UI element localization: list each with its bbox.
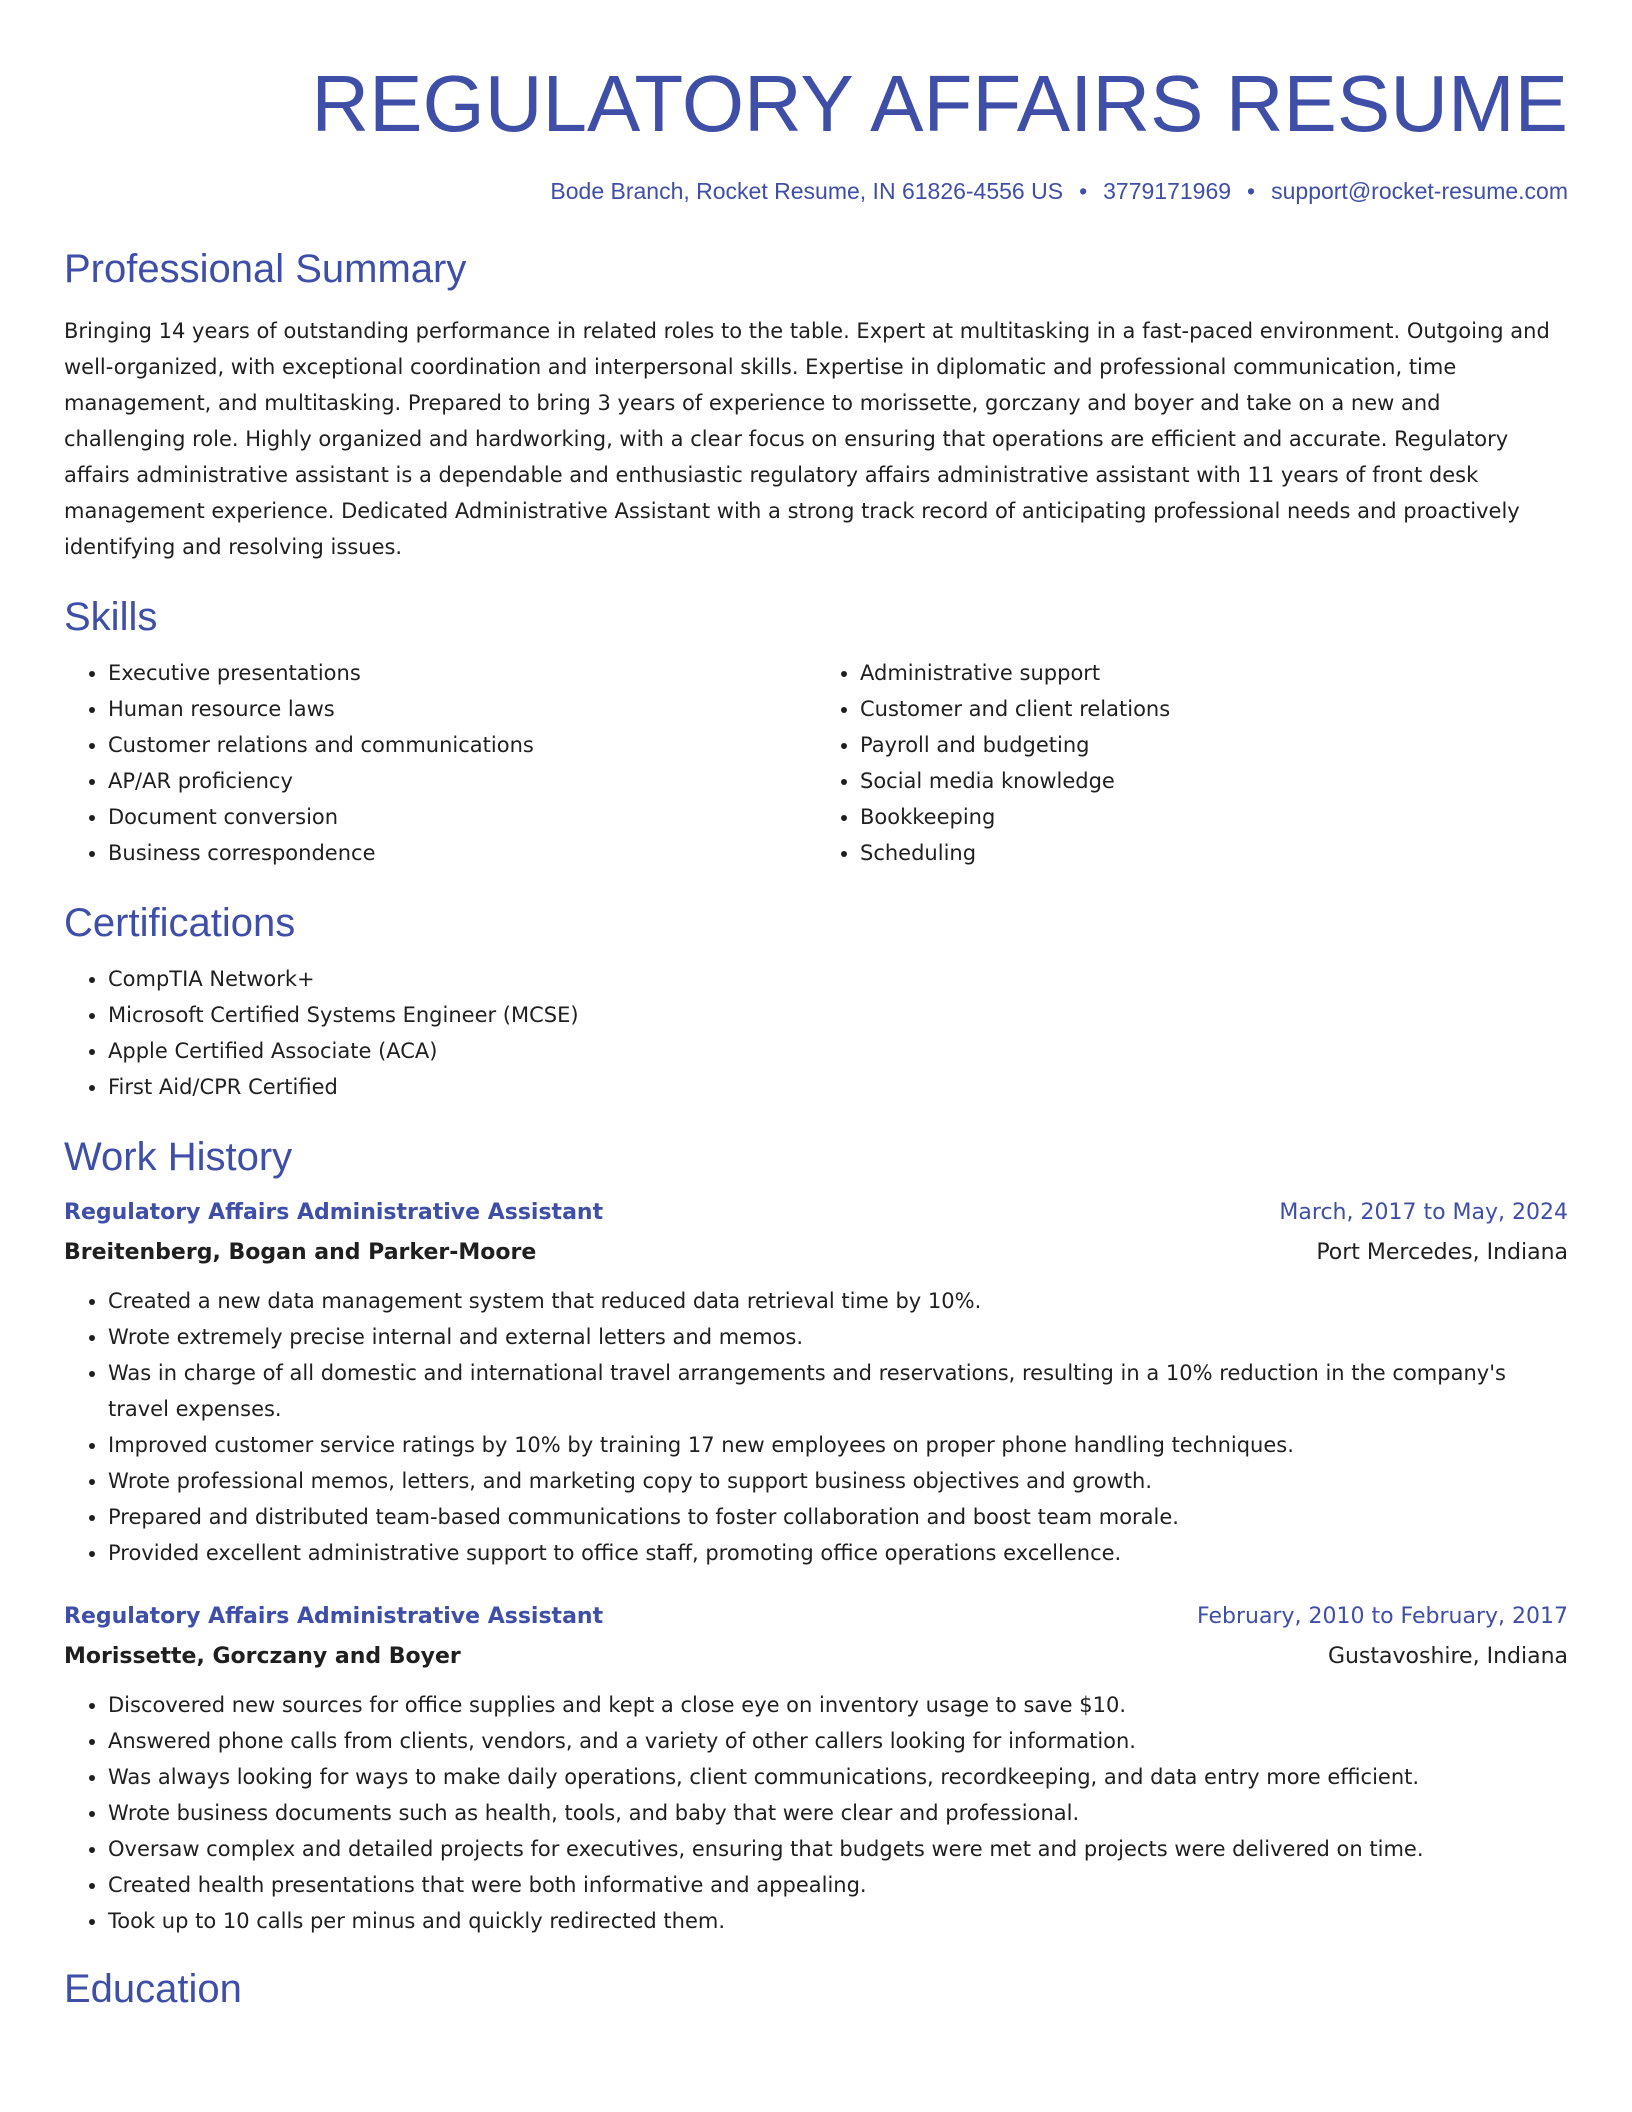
list-item: • Bookkeeping	[860, 799, 1568, 835]
list-item: • Customer and client relations	[860, 691, 1568, 727]
list-item: • Human resource laws	[108, 691, 816, 727]
job-title: Regulatory Affairs Administrative Assistant	[64, 1200, 604, 1225]
job-dates: February, 2010 to February, 2017	[1197, 1604, 1568, 1629]
education-heading: Education	[64, 1967, 242, 2011]
summary-section	[64, 245, 1568, 565]
contact-phone: 3779171969	[1103, 178, 1232, 204]
job-company-row	[64, 1637, 1568, 1677]
education-section	[64, 1965, 1568, 2013]
list-item: • Took up to 10 calls per minus and quickly redirected them.	[108, 1903, 1568, 1939]
certifications-list	[64, 961, 1568, 1105]
list-item: • Was always looking for ways to make daily operations, client communications, recordkeeping, and data entry more efficient.	[108, 1759, 1568, 1795]
work-history-section	[64, 1133, 1568, 1939]
list-item: • Provided excellent administrative support to office staff, promoting office operations excellence.	[108, 1535, 1568, 1571]
summary-text: Bringing 14 years of outstanding performance in related roles to the table. Expert at multitasking in a fast-paced environment. Outgoing and well-organized, with exceptional coordination and interpersonal skills. Expertise in diplomatic and professional communication, time management, and multitasking. Prepared to bring 3 years of experience to morissette, gorczany and boyer and take on a new and challenging role. Highly organized and hardworking, with a clear focus on ensuring that operations are efficient and accurate. Regulatory affairs administrative assistant is a dependable and enthusiastic regulatory affairs administrative assistant with 11 years of front desk management experience. Dedicated Administrative Assistant with a strong track record of anticipating professional needs and proactively identifying and resolving issues.	[64, 319, 1550, 559]
job-bullets	[64, 1283, 1568, 1571]
list-item: • Scheduling	[860, 835, 1568, 871]
job-title: Regulatory Affairs Administrative Assistant	[64, 1604, 604, 1629]
list-item: • Payroll and budgeting	[860, 727, 1568, 763]
job-entry	[64, 1193, 1568, 1571]
list-item: • Social media knowledge	[860, 763, 1568, 799]
list-item: • Answered phone calls from clients, vendors, and a variety of other callers looking for information.	[108, 1723, 1568, 1759]
page-title: REGULATORY AFFAIRS RESUME	[311, 59, 1568, 148]
contact-separator: •	[1079, 178, 1088, 204]
list-item: • CompTIA Network+	[108, 961, 1568, 997]
work-history-heading: Work History	[64, 1135, 293, 1179]
list-item: • Executive presentations	[108, 655, 816, 691]
summary-heading: Professional Summary	[64, 247, 467, 291]
job-company: Morissette, Gorczany and Boyer	[64, 1644, 461, 1669]
list-item: • Wrote business documents such as health, tools, and baby that were clear and professional.	[108, 1795, 1568, 1831]
job-entry	[64, 1597, 1568, 1939]
contact-address: Bode Branch, Rocket Resume, IN 61826-4556 US	[550, 178, 1064, 204]
list-item: • Discovered new sources for office supplies and kept a close eye on inventory usage to save $10.	[108, 1687, 1568, 1723]
list-item: • Created health presentations that were both informative and appealing.	[108, 1867, 1568, 1903]
job-bullets	[64, 1687, 1568, 1939]
list-item: • Customer relations and communications	[108, 727, 816, 763]
job-company: Breitenberg, Bogan and Parker-Moore	[64, 1240, 537, 1265]
skills-section	[64, 593, 1568, 871]
list-item: • Improved customer service ratings by 10% by training 17 new employees on proper phone handling techniques.	[108, 1427, 1568, 1463]
job-location: Port Mercedes, Indiana	[1316, 1240, 1568, 1265]
job-header-row	[64, 1193, 1568, 1233]
list-item: • Business correspondence	[108, 835, 816, 871]
skills-heading: Skills	[64, 595, 158, 639]
list-item: • Wrote extremely precise internal and external letters and memos.	[108, 1319, 1568, 1355]
contact-separator: •	[1247, 178, 1256, 204]
job-location: Gustavoshire, Indiana	[1327, 1644, 1568, 1669]
list-item: • Created a new data management system that reduced data retrieval time by 10%.	[108, 1283, 1568, 1319]
skills-list-left	[64, 655, 816, 871]
list-item: • Wrote professional memos, letters, and marketing copy to support business objectives and growth.	[108, 1463, 1568, 1499]
list-item: • Apple Certified Associate (ACA)	[108, 1033, 1568, 1069]
list-item: • Administrative support	[860, 655, 1568, 691]
job-dates: March, 2017 to May, 2024	[1279, 1200, 1568, 1225]
certifications-section	[64, 899, 1568, 1105]
list-item: • First Aid/CPR Certified	[108, 1069, 1568, 1105]
job-company-row	[64, 1233, 1568, 1273]
resume-page	[64, 0, 1568, 2013]
job-header-row	[64, 1597, 1568, 1637]
list-item: • Document conversion	[108, 799, 816, 835]
skills-columns	[64, 655, 1568, 871]
list-item: • Oversaw complex and detailed projects for executives, ensuring that budgets were met and projects were delivered on time.	[108, 1831, 1568, 1867]
contact-email: support@rocket-resume.com	[1271, 178, 1568, 204]
list-item: • Microsoft Certified Systems Engineer (MCSE)	[108, 997, 1568, 1033]
list-item: • Was in charge of all domestic and international travel arrangements and reservations, resulting in a 10% reduction in the company's travel expenses.	[108, 1355, 1568, 1427]
certifications-heading: Certifications	[64, 901, 296, 945]
list-item: • AP/AR proficiency	[108, 763, 816, 799]
list-item: • Prepared and distributed team-based communications to foster collaboration and boost team morale.	[108, 1499, 1568, 1535]
contact-line	[64, 178, 1568, 205]
skills-list-right	[816, 655, 1568, 871]
